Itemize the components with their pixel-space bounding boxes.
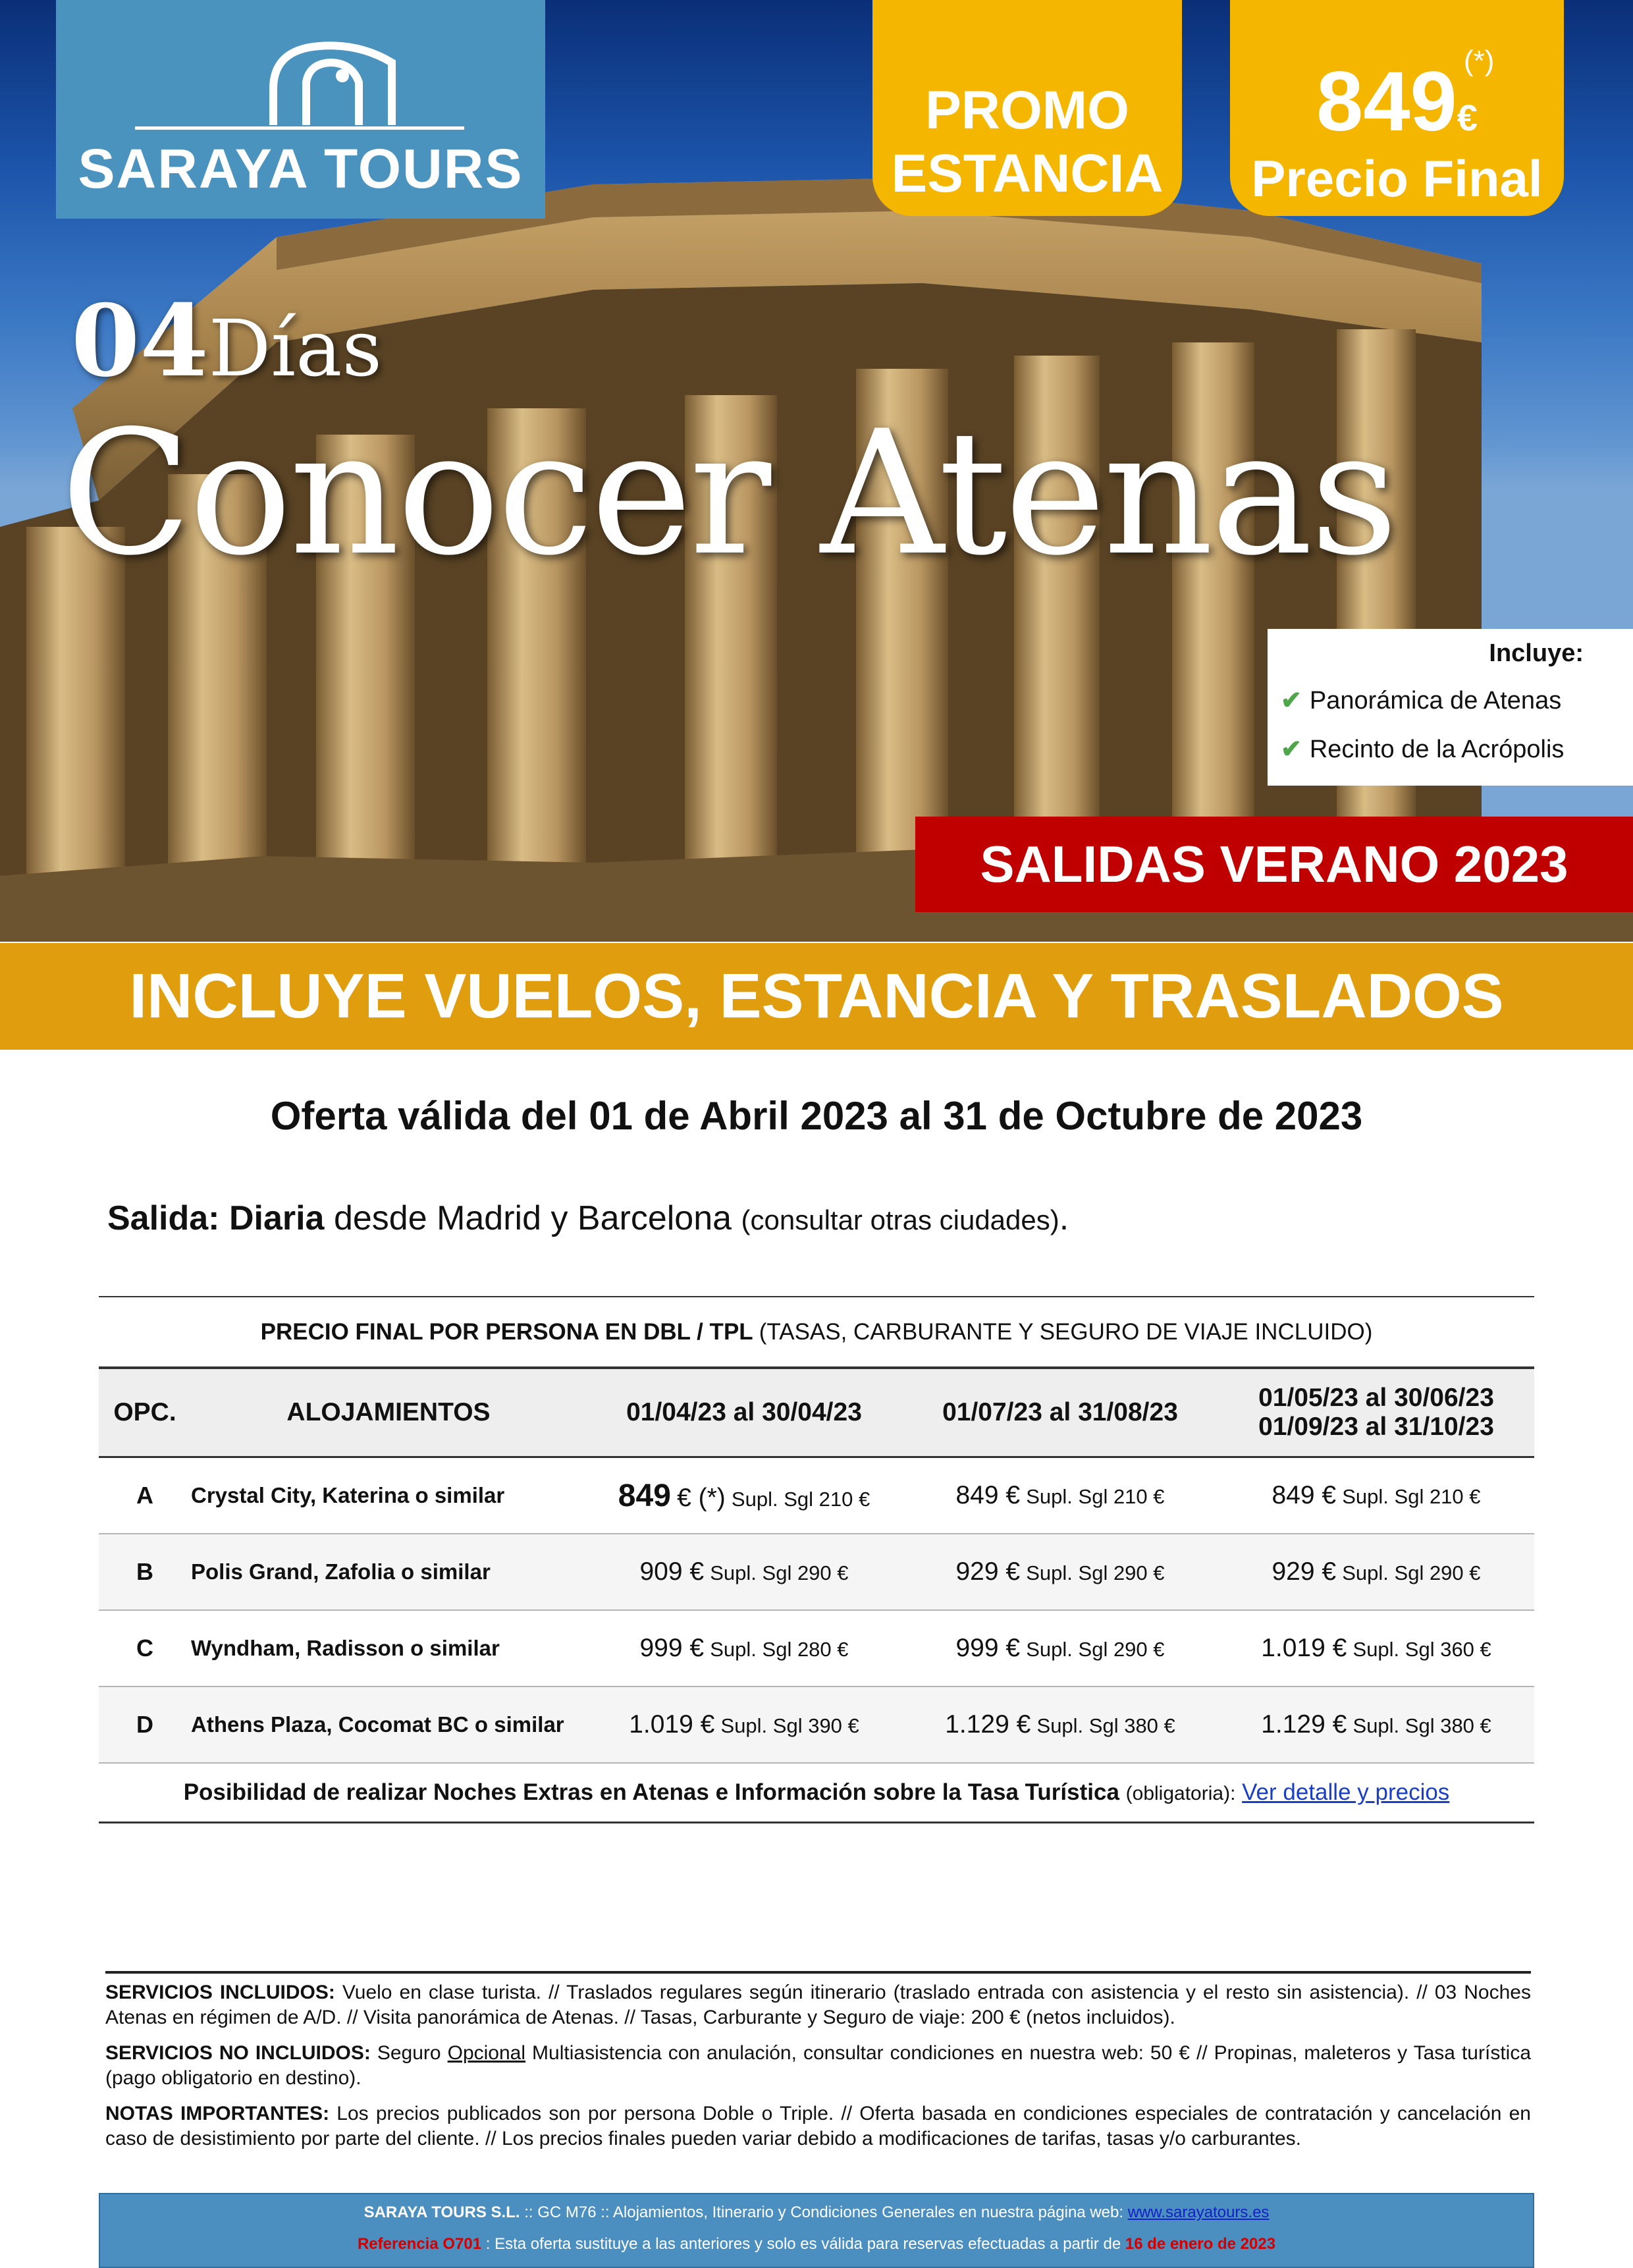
header-col2: 01/07/23 al 31/08/23 [902,1368,1218,1457]
row-price-col3 [1218,1610,1534,1687]
promo-line-1: PROMO [925,80,1129,140]
footer-line-1 [100,2203,1533,2222]
single-supplement: Supl. Sgl 210 € [1342,1485,1481,1508]
price-value: 849 [618,1478,671,1513]
price-value: 929 € [955,1557,1021,1586]
includes-item-label: Recinto de la Acrópolis [1309,736,1565,763]
terms-section [105,1971,1531,2162]
row-price-col1 [586,1457,902,1534]
header-col3 [1218,1368,1534,1457]
page-footer [99,2193,1534,2268]
excluded-label: SERVICIOS NO INCLUIDOS: [105,2042,371,2064]
included-text: Vuelo en clase turista. // Traslados regulares según itinerario (traslado entrada con asistencia y el resto sin asistencia). // 03 Noches Atenas en régimen de A/D. // Visita panorámica de Atenas. // Tasas, Carburante y Seguro de viaje: 200 € (netos incluidos). [105,1982,1531,2028]
price-value: 849 € [955,1481,1021,1509]
brand-name: SARAYA TOURS [78,138,523,200]
header-col1: 01/04/23 al 30/04/23 [586,1368,902,1457]
price-value: 929 € [1272,1557,1337,1586]
footer-line2-text: : Esta oferta sustituye a las anteriores y solo es válida para reservas efectuadas a partir de [485,2235,1121,2253]
single-supplement: Supl. Sgl 290 € [710,1561,849,1584]
trip-title: Conocer Atenas [61,394,1396,593]
row-price-col3 [1218,1457,1534,1534]
price-value: 999 € [955,1634,1021,1662]
row-opc: A [99,1457,191,1534]
table-header-row [99,1368,1534,1457]
single-supplement: Supl. Sgl 390 € [720,1714,859,1737]
days-word: Días [208,303,383,394]
header-col3-b: 01/09/23 al 31/10/23 [1258,1413,1494,1441]
single-supplement: Supl. Sgl 360 € [1352,1638,1491,1661]
price-table-footer [99,1764,1534,1823]
check-icon: ✔ [1281,736,1302,763]
row-price-col1 [586,1610,902,1687]
price-table [99,1296,1534,1823]
extra-nights-text: Posibilidad de realizar Noches Extras en Atenas e Información sobre la Tasa Turística [183,1779,1119,1805]
price-table-title-note: (TASAS, CARBURANTE Y SEGURO DE VIAJE INCLUIDO) [759,1319,1373,1345]
row-price-col1 [586,1534,902,1610]
single-supplement: Supl. Sgl 380 € [1036,1714,1175,1737]
row-price-col2 [902,1610,1218,1687]
includes-band: INCLUYE VUELOS, ESTANCIA Y TRASLADOS [0,943,1633,1050]
footer-date: 16 de enero de 2023 [1125,2235,1276,2253]
single-supplement: Supl. Sgl 290 € [1342,1561,1481,1584]
departure-frequency: Diaria [228,1199,325,1237]
excluded-text: Multiasistencia con anulación, consultar condiciones en nuestra web: 50 € // Propinas, maleteros y Tasa turística (pago obligatorio en destino). [105,2042,1532,2089]
table-row [99,1457,1534,1534]
includes-box [1268,629,1633,786]
price-table-title-text: PRECIO FINAL POR PERSONA EN DBL / TPL [260,1319,753,1345]
row-opc: C [99,1610,191,1687]
header-opc: OPC. [99,1368,191,1457]
includes-item [1281,686,1561,715]
excluded-services [105,2041,1531,2091]
table-row [99,1534,1534,1610]
promo-badge [872,0,1182,216]
price-asterisk: (*) [1464,45,1495,77]
important-notes [105,2101,1531,2151]
check-icon: ✔ [1281,687,1302,715]
price-value: 1.019 € [1261,1634,1347,1662]
offer-validity: Oferta válida del 01 de Abril 2023 al 31 de Octubre de 2023 [270,1094,1363,1138]
table-row [99,1687,1534,1763]
price-amount-wrap [1230,55,1564,161]
excluded-pre: Seguro [377,2042,441,2064]
price-value: 999 € [639,1634,705,1662]
single-supplement: Supl. Sgl 290 € [1026,1638,1165,1661]
price-grid [99,1366,1534,1764]
row-price-col2 [902,1457,1218,1534]
notes-label: NOTAS IMPORTANTES: [105,2103,330,2124]
price-amount: 849 [1316,55,1457,149]
price-value: 1.019 € [629,1710,715,1739]
row-price-col3 [1218,1687,1534,1763]
price-value: 1.129 € [945,1710,1031,1739]
price-currency-note: € (*) [677,1483,726,1512]
trip-duration [71,283,382,399]
brand-logo [56,0,545,219]
row-price-col2 [902,1534,1218,1610]
detail-prices-link[interactable]: Ver detalle y precios [1242,1779,1450,1805]
price-value: 849 € [1272,1481,1337,1509]
row-opc: B [99,1534,191,1610]
single-supplement: Supl. Sgl 280 € [710,1638,849,1661]
single-supplement: Supl. Sgl 210 € [1026,1485,1165,1508]
row-hotel: Wyndham, Radisson o similar [191,1610,586,1687]
price-value: 909 € [639,1557,705,1586]
includes-heading: Incluye: [1489,639,1584,667]
season-banner: SALIDAS VERANO 2023 [915,817,1633,912]
row-price-col2 [902,1687,1218,1763]
row-opc: D [99,1687,191,1763]
excluded-optional: Opcional [447,2042,526,2064]
departure-info [107,1199,1069,1238]
footer-website-link[interactable]: www.sarayatours.es [1127,2203,1270,2221]
departure-cities: desde Madrid y Barcelona [333,1199,732,1237]
pharaoh-bird-icon [260,36,405,128]
includes-item-label: Panorámica de Atenas [1309,687,1562,715]
price-table-title [99,1296,1534,1366]
footer-line1-text: :: GC M76 :: Alojamientos, Itinerario y Condiciones Generales en nuestra página web: [524,2203,1124,2221]
days-number: 04 [71,283,209,399]
includes-item [1281,734,1564,764]
notes-text: Los precios publicados son por persona Doble o Triple. // Oferta basada en condiciones especiales de contratación y cancelación en caso de desistimiento por parte del cliente. // Los precios finales pueden variar debido a modificaciones de tarifas, tasas y/o carburantes. [105,2103,1531,2149]
price-value: 1.129 € [1261,1710,1347,1739]
departure-end: . [1059,1199,1069,1237]
row-price-col3 [1218,1534,1534,1610]
single-supplement: Supl. Sgl 290 € [1026,1561,1165,1584]
included-label: SERVICIOS INCLUIDOS: [105,1982,335,2003]
price-currency: € [1457,97,1478,138]
footer-reference: Referencia O701 [357,2235,482,2253]
price-badge [1230,0,1564,216]
departure-note: (consultar otras ciudades) [741,1204,1059,1235]
table-row [99,1610,1534,1687]
row-price-col1 [586,1687,902,1763]
footer-line-2 [100,2235,1533,2254]
single-supplement: Supl. Sgl 380 € [1352,1714,1491,1737]
row-hotel: Crystal City, Katerina o similar [191,1457,586,1534]
row-hotel: Polis Grand, Zafolia o similar [191,1534,586,1610]
promo-line-2: ESTANCIA [891,144,1164,203]
included-services [105,1980,1531,2030]
extra-nights-note: (obligatoria): [1125,1783,1236,1804]
header-hotel: ALOJAMIENTOS [191,1368,586,1457]
departure-label: Salida: [107,1199,220,1237]
header-col3-a: 01/05/23 al 30/06/23 [1258,1384,1494,1412]
row-hotel: Athens Plaza, Cocomat BC o similar [191,1687,586,1763]
price-label: Precio Final [1251,149,1543,207]
hero-banner [0,0,1633,942]
footer-company: SARAYA TOURS S.L. [363,2203,520,2221]
logo-rule [135,126,464,130]
single-supplement: Supl. Sgl 210 € [731,1487,870,1511]
